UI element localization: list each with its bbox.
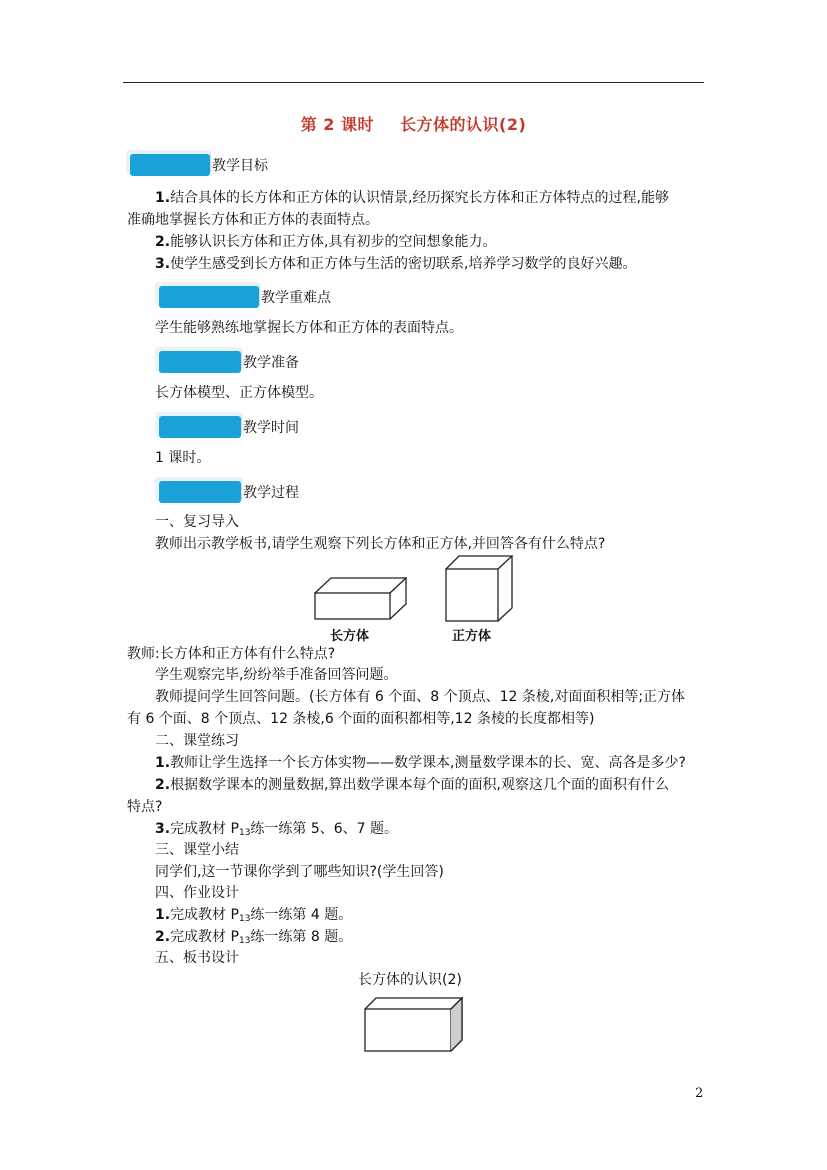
cube-label: 正方体 — [452, 629, 492, 644]
process-para-3: 学生观察完毕,纷纷举手准备回答问题。 — [155, 667, 398, 683]
section-badge-prep — [155, 347, 315, 374]
section-badge-time — [155, 412, 315, 439]
exercise-3: 3.完成教材 $P_{13}$练一练第 5、6、7 题。 — [155, 821, 399, 838]
process-heading-5: 五、板书设计 — [155, 950, 239, 966]
exercise-2-line-2: 特点? — [127, 799, 163, 815]
time-text: 1 课时。 — [155, 450, 211, 466]
process-heading-4: 四、作业设计 — [155, 885, 239, 901]
goal-1-line-2: 准确地掌握长方体和正方体的表面特点。 — [127, 212, 379, 228]
page-title: 第 2 课时 长方体的认识(2) — [300, 115, 527, 134]
key-text: 学生能够熟练地掌握长方体和正方体的表面特点。 — [155, 320, 463, 336]
process-heading-1: 一、复习导入 — [155, 514, 239, 530]
process-heading-2: 二、课堂练习 — [155, 733, 239, 749]
exercise-2-line-1: 2.根据数学课本的测量数据,算出数学课本每个面的面积,观察这几个面的面积有什么 — [155, 777, 669, 793]
cube-figure — [443, 553, 517, 625]
section-badge-process — [155, 477, 315, 504]
goal-3: 3.使学生感受到长方体和正方体与生活的密切联系,培养学习数学的良好兴趣。 — [155, 256, 637, 272]
exercise-1: 1.教师让学生选择一个长方体实物——数学课本,测量数学课本的长、宽、高各是多少? — [155, 755, 686, 771]
section-label-time: 教学时间 — [243, 420, 299, 436]
goal-2: 2.能够认识长方体和正方体,具有初步的空间想象能力。 — [155, 234, 497, 250]
header-rule — [123, 82, 704, 83]
homework-1: 1.完成教材 $P_{13}$练一练第 4 题。 — [155, 907, 353, 924]
process-para-2: 教师:长方体和正方体有什么特点? — [127, 646, 336, 662]
goal-1-line-1: 1.结合具体的长方体和正方体的认识情景,经历探究长方体和正方体特点的过程,能够 — [155, 190, 669, 206]
homework-2: 2.完成教材 $P_{13}$练一练第 8 题。 — [155, 929, 353, 946]
process-para-5: 同学们,这一节课你学到了哪些知识?(学生回答) — [155, 864, 444, 880]
section-badge-goals — [126, 150, 286, 177]
section-label-key: 教学重难点 — [261, 290, 331, 306]
section-label-prep: 教学准备 — [243, 355, 299, 371]
cuboid-figure — [312, 573, 412, 623]
process-para-1: 教师出示教学板书,请学生观察下列长方体和正方体,并回答各有什么特点? — [155, 536, 606, 552]
section-label-process: 教学过程 — [243, 485, 299, 501]
cuboid-label: 长方体 — [330, 629, 370, 644]
section-label-goals: 教学目标 — [212, 158, 268, 174]
board-cuboid-figure — [362, 995, 466, 1055]
board-title: 长方体的认识(2) — [358, 972, 462, 988]
prep-text: 长方体模型、正方体模型。 — [155, 385, 323, 401]
process-para-4-line-1: 教师提问学生回答问题。(长方体有 6 个面、8 个顶点、12 条棱,对面面积相等;正方体 — [155, 689, 686, 705]
process-heading-3: 三、课堂小结 — [155, 842, 239, 858]
process-para-4-line-2: 有 6 个面、8 个顶点、12 条棱,6 个面的面积都相等,12 条棱的长度都相等) — [127, 711, 595, 727]
page-number: 2 — [695, 1086, 704, 1101]
section-badge-key — [155, 282, 345, 309]
